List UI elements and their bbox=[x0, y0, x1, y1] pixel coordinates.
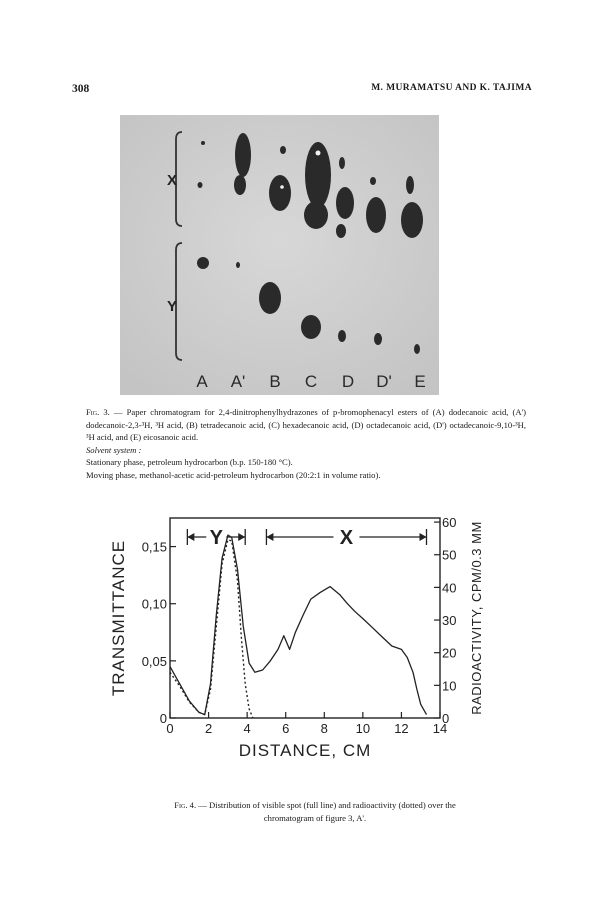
y-tick-label: 0,15 bbox=[141, 539, 167, 555]
y2-tick-label: 50 bbox=[442, 547, 457, 563]
x-tick-label: 10 bbox=[355, 721, 371, 736]
lane-label: D' bbox=[376, 372, 392, 391]
range-arrowhead-left bbox=[266, 533, 273, 541]
y-tick-label: 0,05 bbox=[141, 653, 167, 669]
x-tick-label: 2 bbox=[204, 721, 213, 736]
group-label-x: X bbox=[167, 172, 178, 189]
figure4-caption-text: — Distribution of visible spot (full line) and radioactivity (dotted) over the chromatogram of figure 3, A'. bbox=[196, 800, 456, 823]
stationary-phase: Stationary phase, petroleum hydrocarbon (b.p. 150-180 °C). bbox=[86, 457, 293, 468]
lane-label: D bbox=[341, 372, 355, 391]
y2-axis-label: RADIOACTIVITY, CPM/0.3 MM bbox=[469, 521, 484, 715]
x-tick-label: 14 bbox=[432, 721, 448, 736]
y2-tick-label: 20 bbox=[442, 645, 457, 661]
figure3-caption bbox=[86, 406, 526, 482]
y-tick-label: 0,10 bbox=[141, 596, 167, 612]
y-axis-label: TRANSMITTANCE bbox=[109, 539, 128, 697]
y2-tick-label: 40 bbox=[442, 580, 457, 596]
y2-tick-label: 30 bbox=[442, 613, 457, 629]
figure3-caption-text: — Paper chromatogram for 2,4-dinitrophenylhydrazones of p-bromophenacyl esters of (A) dodecanoic acid, (A') dodecanoic-2,3-³H, ³H acid, (B) tetradecanoic acid, (C) hexadecanoic acid, (D) octadecanoic acid, (D') octadecanoic-9,10-³H, ³H acid, and (E) eicosanoic acid. bbox=[86, 407, 526, 443]
y2-tick-label: 60 bbox=[442, 515, 457, 531]
range-label-x: X bbox=[339, 527, 354, 549]
lane-label: A' bbox=[230, 372, 246, 391]
chromatogram-photo bbox=[120, 115, 439, 395]
y-tick-label: 0 bbox=[159, 711, 167, 726]
radioactivity-line bbox=[170, 540, 253, 718]
page-header bbox=[72, 83, 532, 97]
group-label-y: Y bbox=[167, 298, 178, 315]
lane-label: C bbox=[304, 372, 318, 391]
figure4-caption bbox=[150, 799, 480, 824]
figure4-chart bbox=[100, 504, 500, 774]
x-tick-label: 0 bbox=[166, 721, 174, 736]
x-tick-label: 4 bbox=[243, 721, 251, 736]
y2-tick-label: 0 bbox=[442, 711, 450, 726]
solvent-heading: Solvent system : bbox=[86, 444, 142, 455]
moving-phase: Moving phase, methanol-acetic acid-petroleum hydrocarbon (20:2:1 in volume ratio). bbox=[86, 469, 381, 480]
lane-label: A bbox=[196, 372, 208, 391]
x-tick-label: 8 bbox=[320, 721, 328, 736]
x-tick-label: 12 bbox=[394, 721, 409, 736]
transmittance-line bbox=[170, 535, 427, 715]
page-number: 308 bbox=[72, 83, 90, 95]
range-arrowhead-right bbox=[420, 533, 427, 541]
running-head: M. MURAMATSU AND K. TAJIMA bbox=[371, 83, 532, 93]
y2-tick-label: 10 bbox=[442, 678, 457, 694]
figure4-label: Fig. 4. bbox=[174, 800, 197, 810]
lane-label: E bbox=[414, 372, 426, 391]
range-arrowhead-left bbox=[187, 533, 194, 541]
range-arrowhead-right bbox=[238, 533, 245, 541]
range-label-y: Y bbox=[209, 527, 223, 549]
figure3-label: Fig. 3. bbox=[86, 407, 110, 417]
x-axis-label: DISTANCE, CM bbox=[238, 741, 372, 760]
lane-label: B bbox=[269, 372, 281, 391]
x-tick-label: 6 bbox=[282, 721, 290, 736]
